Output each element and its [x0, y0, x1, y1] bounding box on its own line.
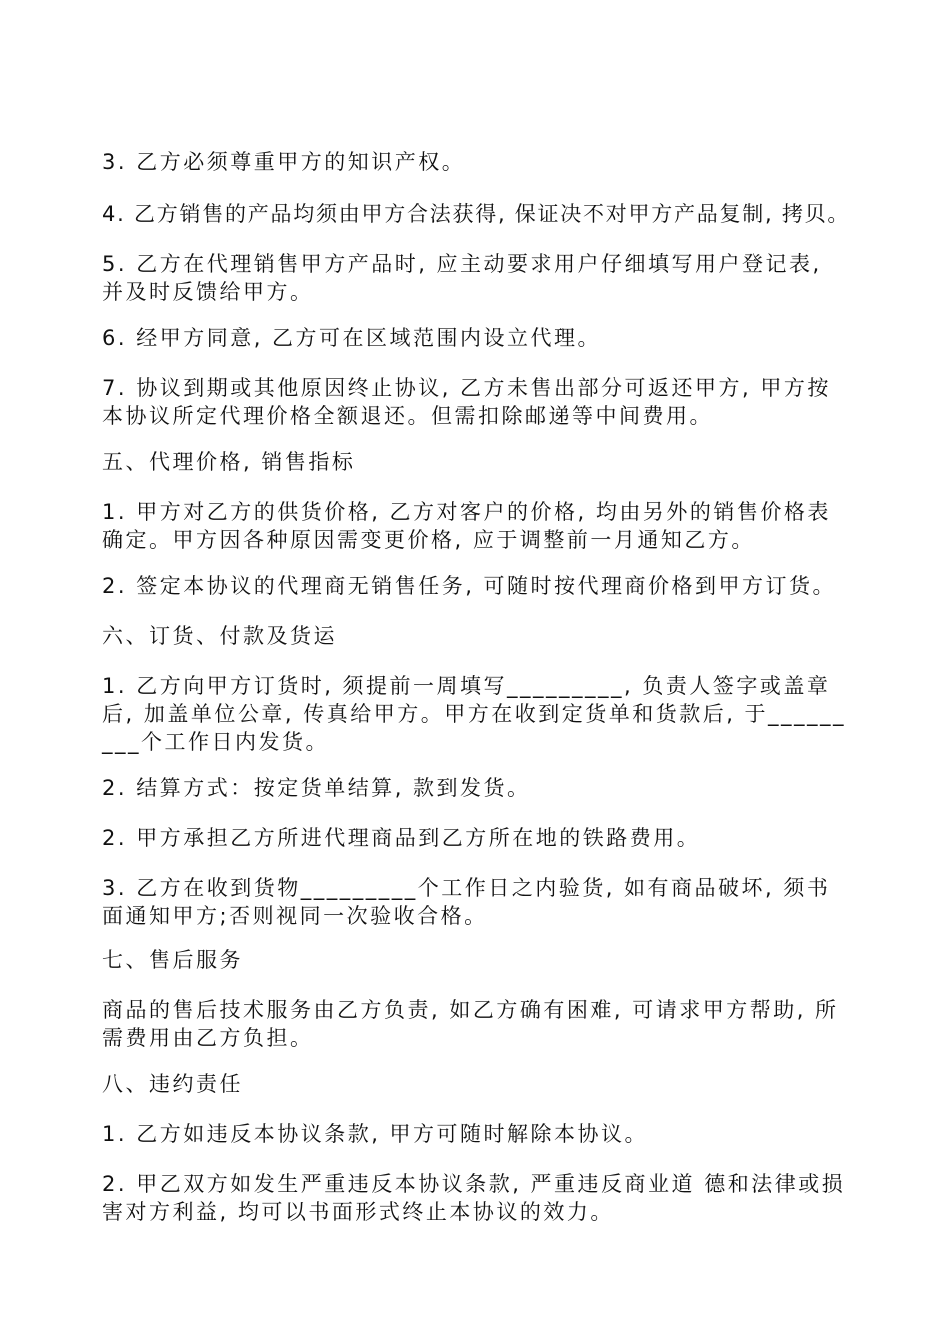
- clause-6-1: 1. 乙方向甲方订货时, 须提前一周填写_________, 负责人签字或盖章后, 加盖单位公章, 传真给甲方。甲方在收到定货单和货款后, 于_________个工作日内发货。: [102, 674, 847, 754]
- section-7-heading: 七、售后服务: [102, 948, 243, 972]
- clause-6-2b: 2. 甲方承担乙方所进代理商品到乙方所在地的铁路费用。: [102, 826, 701, 850]
- clause-5-2: 2. 签定本协议的代理商无销售任务, 可随时按代理商价格到甲方订货。: [102, 574, 837, 598]
- clause-4-7: 7. 协议到期或其他原因终止协议, 乙方未售出部分可返还甲方, 甲方按本协议所定代理价格全额退还。但需扣除邮递等中间费用。: [102, 376, 831, 428]
- clause-5-1: 1. 甲方对乙方的供货价格, 乙方对客户的价格, 均由另外的销售价格表确定。甲方因各种原因需变更价格, 应于调整前一月通知乙方。: [102, 500, 831, 552]
- clause-4-5: 5. 乙方在代理销售甲方产品时, 应主动要求用户仔细填写用户登记表, 并及时反馈给甲方。: [102, 252, 822, 304]
- clause-6-2a: 2. 结算方式：按定货单结算, 款到发货。: [102, 776, 531, 800]
- clause-4-3: 3. 乙方必须尊重甲方的知识产权。: [102, 150, 466, 174]
- section-5-heading: 五、代理价格, 销售指标: [102, 450, 356, 474]
- section-8-heading: 八、违约责任: [102, 1072, 243, 1096]
- section-7-body: 商品的售后技术服务由乙方负责, 如乙方确有困难, 可请求甲方帮助, 所需费用由乙方负担。: [102, 998, 839, 1050]
- clause-8-2: 2. 甲乙双方如发生严重违反本协议条款, 严重违反商业道 德和法律或损害对方利益, 均可以书面形式终止本协议的效力。: [102, 1172, 846, 1224]
- clause-6-3: 3. 乙方在收到货物_________个工作日之内验货, 如有商品破坏, 须书面通知甲方;否则视同一次验收合格。: [102, 876, 831, 928]
- clause-4-6: 6. 经甲方同意, 乙方可在区域范围内设立代理。: [102, 326, 602, 350]
- section-6-heading: 六、订货、付款及货运: [102, 624, 337, 648]
- clause-4-4: 4. 乙方销售的产品均须由甲方合法获得, 保证决不对甲方产品复制, 拷贝。: [102, 202, 851, 226]
- clause-8-1: 1. 乙方如违反本协议条款, 甲方可随时解除本协议。: [102, 1122, 649, 1146]
